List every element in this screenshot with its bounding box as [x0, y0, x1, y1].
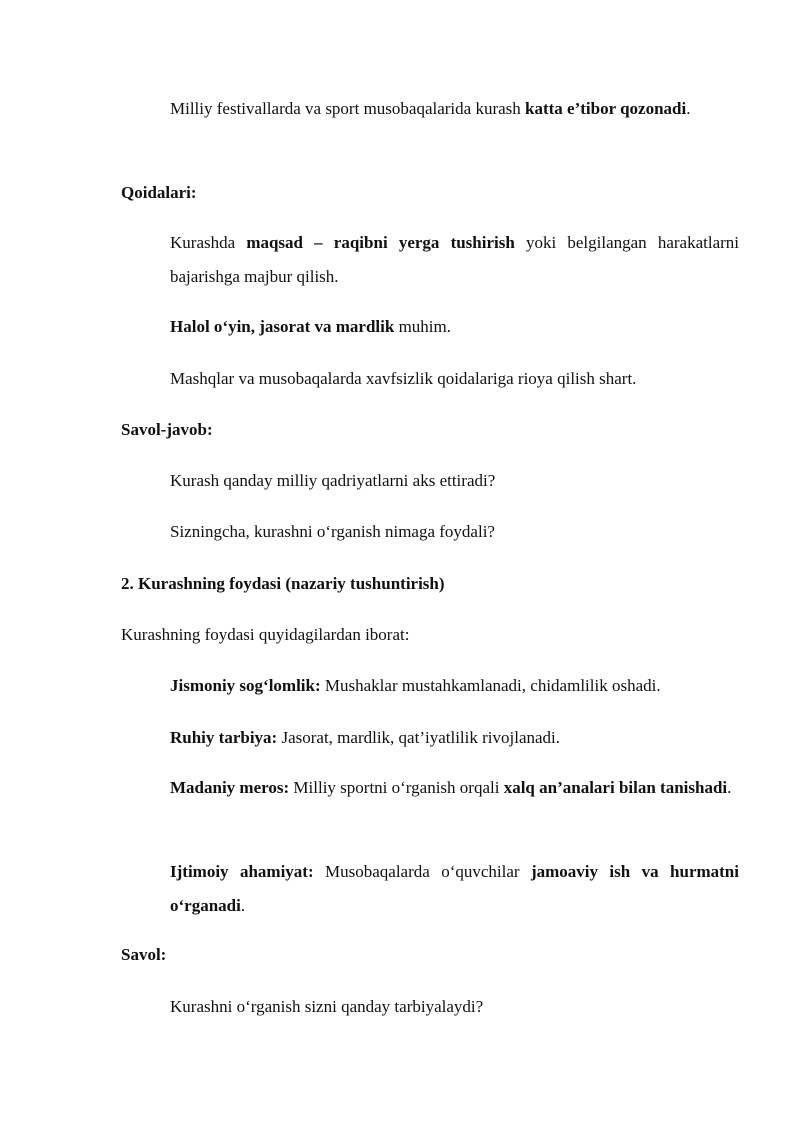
benefit-cultural: Madaniy meros: Milliy sportni o‘rganish orqali xalq an’analari bilan tanishadi. — [170, 778, 732, 797]
question-values: Kurash qanday milliy qadriyatlarni aks ettiradi? — [170, 471, 496, 490]
question-benefit: Sizningcha, kurashni o‘rganish nimaga foydali? — [170, 522, 495, 541]
heading-benefits: 2. Kurashning foydasi (nazariy tushuntirish) — [121, 574, 445, 593]
question-upbringing: Kurashni o‘rganish sizni qanday tarbiyalaydi? — [170, 997, 484, 1016]
paragraph-safety: Mashqlar va musobaqalarda xavfsizlik qoidalariga rioya qilish shart. — [170, 369, 637, 388]
heading-rules: Qoidalari: — [121, 183, 197, 202]
heading-qa: Savol-javob: — [121, 420, 213, 439]
paragraph-goal: Kurashda maqsad – raqibni yerga tushirish yoki belgilangan harakatlarni bajarishga majbur qilish. — [170, 233, 739, 286]
heading-question: Savol: — [121, 945, 167, 964]
paragraph-benefits-intro: Kurashning foydasi quyidagilardan iborat: — [121, 625, 410, 644]
paragraph-fair-play: Halol o‘yin, jasorat va mardlik muhim. — [170, 317, 451, 336]
benefit-mental: Ruhiy tarbiya: Jasorat, mardlik, qat’iyatlilik rivojlanadi. — [170, 728, 561, 747]
benefit-social: Ijtimoiy ahamiyat: Musobaqalarda o‘quvchilar jamoaviy ish va hurmatni o‘rganadi. — [170, 862, 739, 915]
paragraph-festivals: Milliy festivallarda va sport musobaqalarida kurash katta e’tibor qozonadi. — [170, 99, 691, 118]
benefit-physical: Jismoniy sog‘lomlik: Mushaklar mustahkamlanadi, chidamlilik oshadi. — [170, 676, 661, 695]
